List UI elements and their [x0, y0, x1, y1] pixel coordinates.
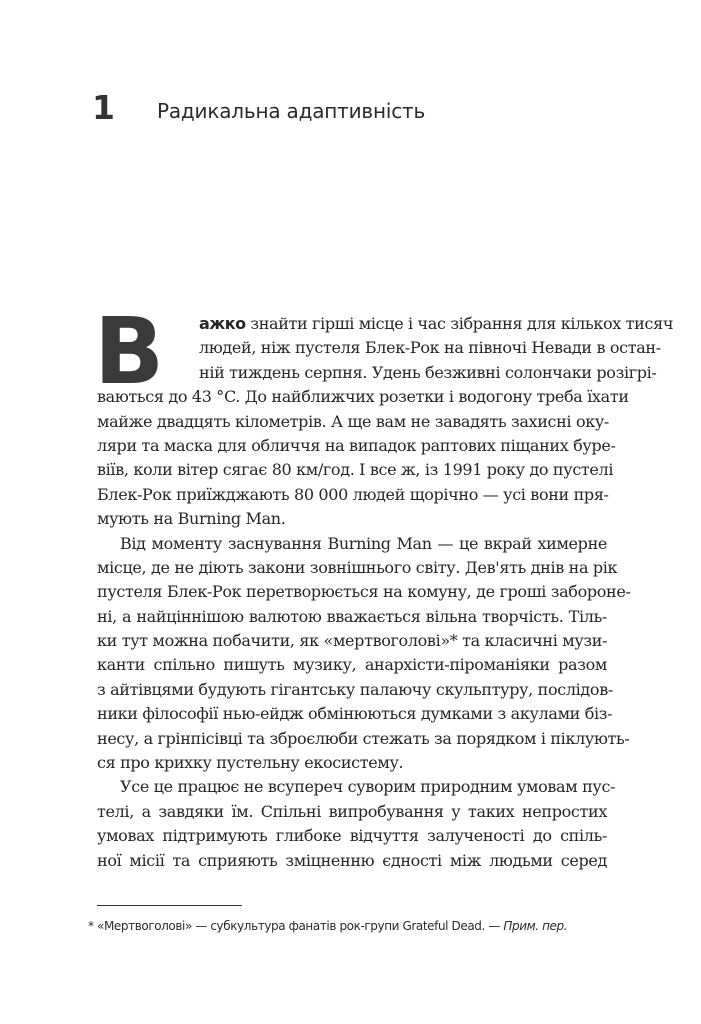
text-line: ники філософії нью-ейдж обмінюються думками з акулами біз-: [97, 704, 613, 724]
text-line: майже двадцять кілометрів. А ще вам не завадять захисні оку-: [97, 411, 609, 431]
text-line: ки тут можна побачити, як «мертвоголові»* та класичні музи-: [97, 631, 608, 651]
text-line: ся про крихку пустельну екосистему.: [97, 753, 404, 773]
text-line: ній тиждень серпня. Удень безживні солончаки розігрі-: [199, 362, 657, 382]
text-line: віїв, коли вітер сягає 80 км/год. І все ж, із 1991 року до пустелі: [97, 460, 614, 480]
text-line: людей, ніж пустеля Блек-Рок на півночі Невади в остан-: [199, 338, 661, 358]
footnote-note: Прим. пер.: [503, 919, 568, 933]
text-line: Усе це працює не всупереч суворим природним умовам пус-: [120, 777, 616, 797]
text-line: Блек-Рок приїжджають 80 000 людей щорічно — усі вони пря-: [97, 484, 609, 504]
text-line: ної місії та сприяють зміцненню єдності між людьми серед: [97, 850, 607, 870]
text-line: телі, а завдяки їм. Спільні випробування у таких непростих: [97, 801, 607, 821]
footnote-text: * «Мертвоголові» — субкультура фанатів рок-групи Grateful Dead. —: [88, 919, 504, 933]
text-line: ваються до 43 °C. До найближчих розетки і водогону треба їхати: [97, 387, 629, 407]
footnote-rule: [97, 905, 242, 906]
text-line: ляри та маска для обличчя на випадок раптових піщаних буре-: [97, 435, 616, 455]
text-line: Від моменту заснування Burning Man — це вкрай химерне: [120, 533, 607, 553]
text-line: несу, а грінпісівці та зброєлюби стежать за порядком і піклують-: [97, 728, 630, 748]
lead-word: ажко: [199, 314, 246, 333]
text-line: пустеля Блек-Рок перетворюється на комуну, де гроші заборонe-: [97, 582, 631, 602]
text-line: умовах підтримують глибоке відчуття залученості до спіль-: [97, 826, 607, 846]
drop-cap: В: [94, 298, 165, 405]
footnote: [88, 918, 618, 934]
chapter-number: 1: [92, 88, 115, 127]
text-line: з айтівцями будують гігантську палаючу скульптуру, послідов-: [97, 679, 613, 699]
text-line: мують на Burning Man.: [97, 509, 286, 529]
text-line: канти спільно пишуть музику, анархісти-піроманіяки разом: [97, 655, 607, 675]
text-line: місце, де не діють закони зовнішнього світу. Дев'ять днів на рік: [97, 557, 618, 577]
body-text: [97, 312, 674, 873]
chapter-title: Радикальна адаптивність: [157, 99, 426, 123]
text-line: ні, а найціннішою валютою вважається вільна творчість. Тіль-: [97, 606, 607, 626]
text-line: ажко знайти гірші місце і час зібрання для кількох тисяч: [199, 314, 674, 333]
